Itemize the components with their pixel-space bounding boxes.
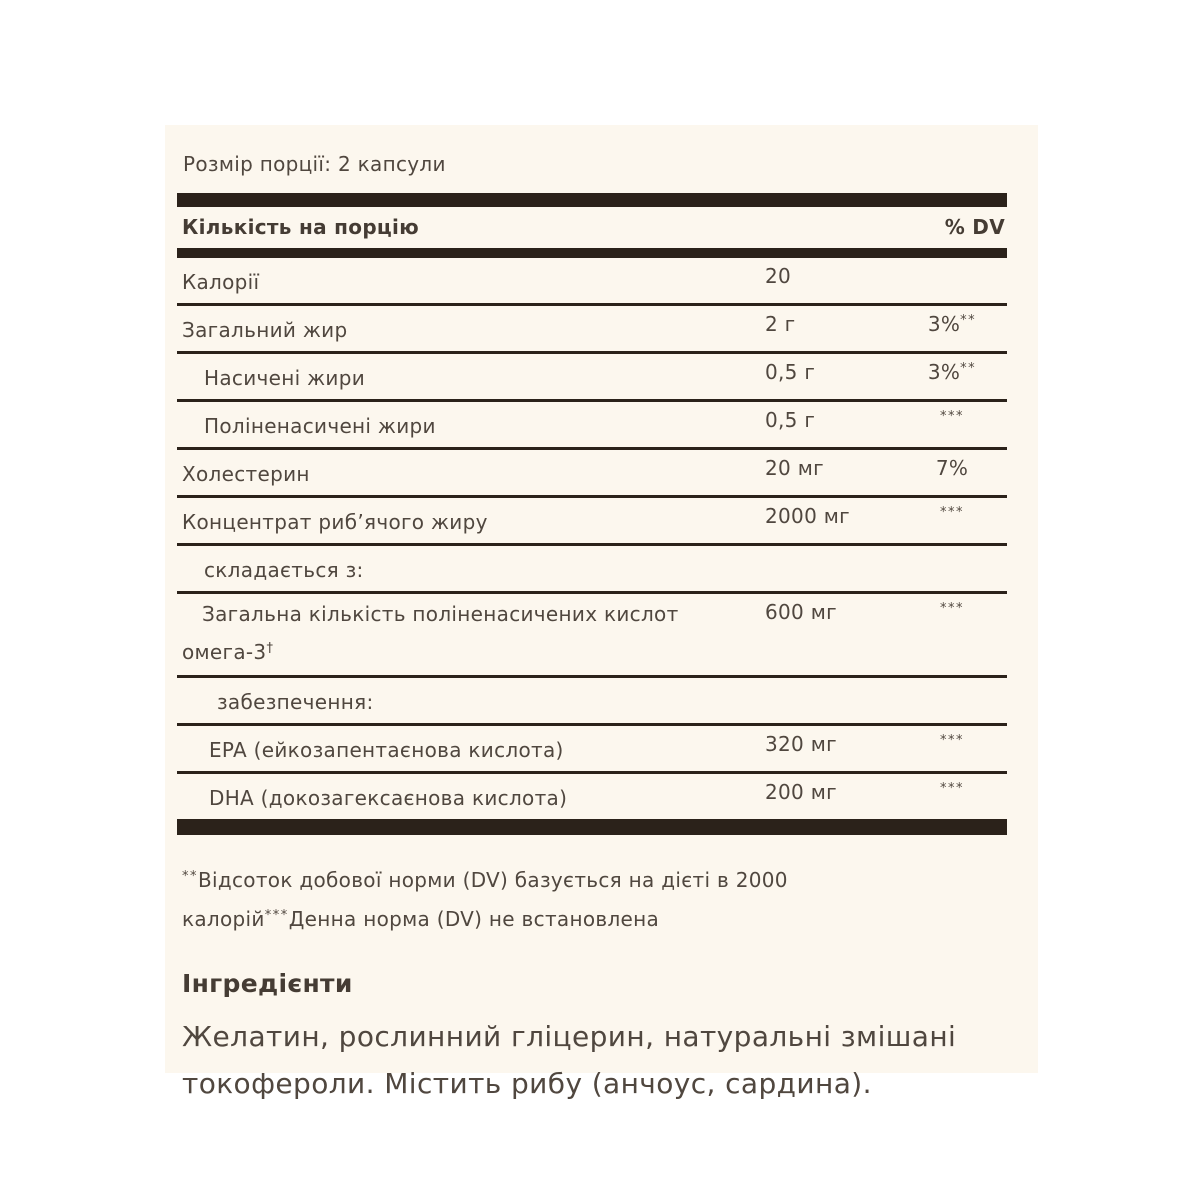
ingredients-line2: токофероли. Містить рибу (анчоус, сардина). xyxy=(182,1067,872,1100)
row-polyunsaturated-fat xyxy=(177,399,1007,447)
row-calories xyxy=(177,258,1007,303)
nutrient-label: EPA (ейкозапентаєнова кислота) xyxy=(209,738,564,762)
nutrient-dv: *** xyxy=(940,505,964,520)
serving-size-label: Розмір порції: 2 капсули xyxy=(183,152,446,176)
nutrient-label: Поліненасичені жири xyxy=(204,414,436,438)
nutrient-amount xyxy=(765,678,897,723)
nutrient-dv: 7% xyxy=(935,456,969,480)
table-header xyxy=(177,207,1007,248)
row-providing xyxy=(177,675,1007,723)
nutrient-amount xyxy=(765,546,897,591)
nutrient-label: забезпечення: xyxy=(217,690,374,714)
nutrient-label: складається з: xyxy=(204,558,364,582)
nutrient-label xyxy=(177,594,765,673)
nutrient-amount: 2 г xyxy=(765,312,796,336)
table-top-bar xyxy=(177,193,1007,207)
nutrient-dv: *** xyxy=(940,409,964,424)
table-header-divider-bar xyxy=(177,248,1007,258)
dv-footnote xyxy=(177,859,1007,937)
nutrient-amount: 0,5 г xyxy=(765,408,816,432)
row-cholesterol xyxy=(177,447,1007,495)
nutrient-amount: 200 мг xyxy=(765,780,837,804)
row-fish-oil-concentrate xyxy=(177,495,1007,543)
ingredients-line1: Желатин, рослинний гліцерин, натуральні змішані xyxy=(182,1020,957,1053)
nutrient-amount: 2000 мг xyxy=(765,504,850,528)
nutrient-label: Калорії xyxy=(182,270,260,294)
nutrient-label: Концентрат риб’ячого жиру xyxy=(182,510,488,534)
nutrient-dv xyxy=(897,546,1007,591)
supplement-facts-sheet xyxy=(177,152,1007,1107)
omega3-label-line1: Загальна кількість поліненасичених кислот xyxy=(202,602,679,626)
nutrient-amount: 320 мг xyxy=(765,732,837,756)
nutrient-amount: 20 мг xyxy=(765,456,824,480)
row-total-fat xyxy=(177,303,1007,351)
nutrient-label: Загальний жир xyxy=(182,318,348,342)
supplement-facts-panel xyxy=(165,125,1038,1100)
footnote-line2: калорій***Денна норма (DV) не встановлена xyxy=(182,907,660,931)
row-omega3-total xyxy=(177,591,1007,675)
nutrient-dv: 3%** xyxy=(927,312,977,336)
nutrient-dv: *** xyxy=(940,601,964,616)
row-consists-of xyxy=(177,543,1007,591)
nutrient-label: Насичені жири xyxy=(204,366,366,390)
ingredients-text xyxy=(177,1013,1007,1107)
nutrient-label: Холестерин xyxy=(182,462,310,486)
row-dha xyxy=(177,771,1007,819)
row-epa xyxy=(177,723,1007,771)
nutrient-amount: 0,5 г xyxy=(765,360,816,384)
footnote-line1: **Відсоток добової норми (DV) базується на дієті в 2000 xyxy=(182,868,788,892)
nutrient-dv: *** xyxy=(940,781,964,796)
nutrient-amount: 20 xyxy=(765,264,792,288)
nutrient-dv xyxy=(897,678,1007,723)
header-amount-per-serving: Кількість на порцію xyxy=(182,215,419,239)
table-bottom-bar xyxy=(177,819,1007,835)
nutrient-dv xyxy=(897,258,1007,303)
nutrient-dv: 3%** xyxy=(927,360,977,384)
nutrient-amount: 600 мг xyxy=(765,600,837,624)
ingredients-heading: Інгредієнти xyxy=(182,969,353,998)
nutrient-dv: *** xyxy=(940,733,964,748)
header-percent-dv: % DV xyxy=(944,215,1005,239)
nutrient-label: DHA (докозагексаєнова кислота) xyxy=(209,786,568,810)
omega3-label-line2: омега-3† xyxy=(182,640,275,664)
row-saturated-fat xyxy=(177,351,1007,399)
nutrient-rows xyxy=(177,258,1007,819)
